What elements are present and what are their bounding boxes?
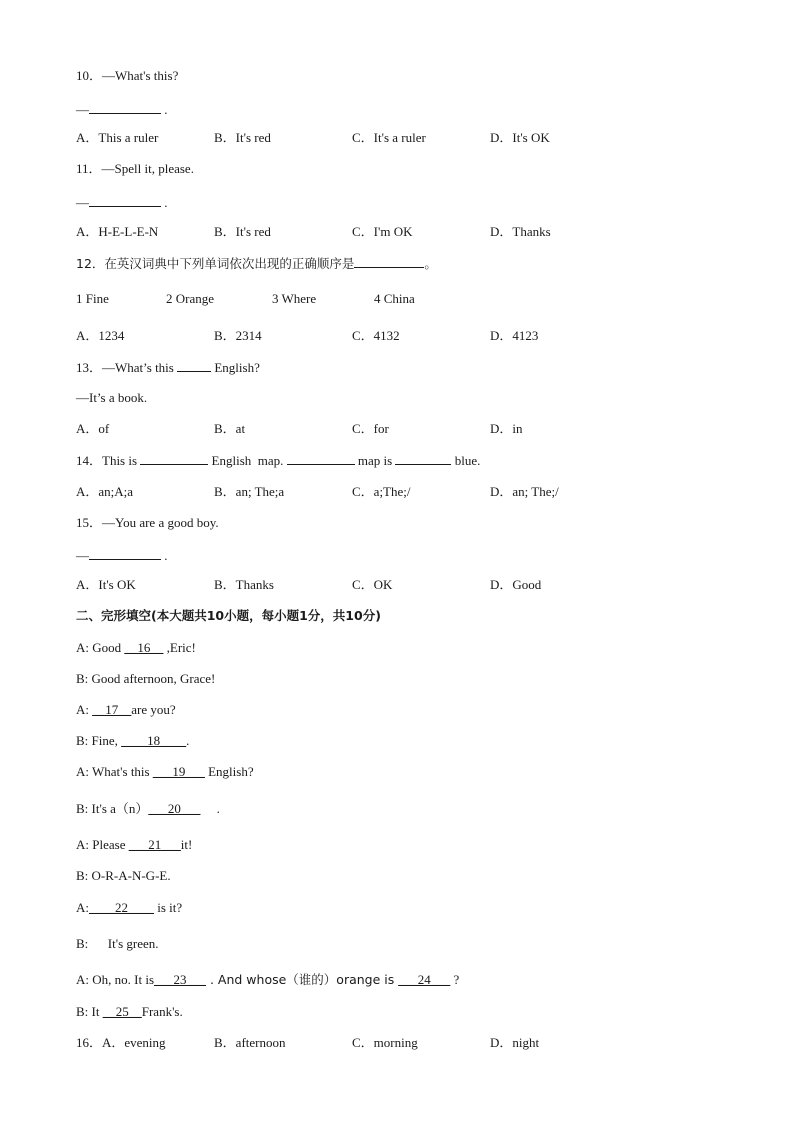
dialogue-3-post: are you? <box>131 702 176 717</box>
q12-option-a: A．1234 <box>76 328 125 343</box>
q15-blank <box>89 547 161 560</box>
q12-word-2: 2 Orange <box>166 291 215 306</box>
dialogue-line-9 <box>76 900 182 916</box>
q11-option-d: D．Thanks <box>490 224 551 239</box>
q13-option-c: C．for <box>352 421 389 436</box>
q13-option-d: D．in <box>490 421 523 436</box>
dialogue-5-post: English? <box>204 764 254 779</box>
q15-option-c: C．OK <box>352 577 393 592</box>
q13-blank <box>177 359 211 372</box>
dialogue-line-3 <box>76 702 176 718</box>
q11-option-b: B．It's red <box>214 224 271 239</box>
q12-option-d: D．4123 <box>490 328 539 343</box>
q15-option-b: B．Thanks <box>214 577 274 592</box>
q12-word-1: 1 Fine <box>76 291 109 306</box>
q10-option-b: B．It's red <box>214 130 271 145</box>
q16-option-a: 16．A．evening <box>76 1035 166 1050</box>
dialogue-9-pre: A: <box>76 900 89 915</box>
q10-stem: 10．—What's this? <box>76 68 179 83</box>
dialogue-11-post: ? <box>450 972 460 987</box>
q16-option-d: D．night <box>490 1035 540 1050</box>
blank-24: ___24___ <box>398 972 451 987</box>
dialogue-7-pre: A: Please <box>76 837 129 852</box>
q12-word-3: 3 Where <box>272 291 317 306</box>
q12-stem-text: 12．在英汉词典中下列单词依次出现的正确顺序是 <box>76 256 355 271</box>
dialogue-line-11 <box>76 972 459 988</box>
dialogue-line-7 <box>76 837 192 853</box>
q14-blank-3 <box>395 452 451 465</box>
blank-17: __17__ <box>92 702 132 717</box>
q14-stem <box>76 452 480 469</box>
q16-option-c: C．morning <box>352 1035 418 1050</box>
q10-blank <box>89 101 161 114</box>
q10-period: . <box>161 102 168 117</box>
dialogue-11-pre: A: Oh, no. It is <box>76 972 154 987</box>
q15-stem: 15．—You are a good boy. <box>76 515 219 530</box>
dialogue-6-pre: B: It's a（n） <box>76 801 149 816</box>
q11-period: . <box>161 195 168 210</box>
q11-blank <box>89 194 161 207</box>
q13-option-b: B．at <box>214 421 246 436</box>
dialogue-line-6 <box>76 801 220 817</box>
dialogue-1-post: ,Eric! <box>163 640 196 655</box>
q13-stem <box>76 359 260 376</box>
dialogue-line-5 <box>76 764 254 780</box>
q12-blank <box>354 255 424 268</box>
blank-16: __16__ <box>124 640 164 655</box>
q14-part-3: map is <box>354 453 396 468</box>
q14-blank-2 <box>287 452 355 465</box>
blank-20: ___20___ <box>148 801 201 816</box>
q14-blank-1 <box>140 452 208 465</box>
blank-25: __25__ <box>102 1004 142 1019</box>
q10-answer-line <box>76 101 168 118</box>
blank-22: ____22____ <box>89 900 154 915</box>
blank-19: ___19___ <box>152 764 205 779</box>
blank-23: ___23___ <box>154 972 206 987</box>
q11-option-a: A．H-E-L-E-N <box>76 224 159 239</box>
q15-option-d: D．Good <box>490 577 542 592</box>
dialogue-5-pre: A: What's this <box>76 764 153 779</box>
section-2-heading: 二、完形填空(本大题共10小题，每小题1分，共10分) <box>76 608 381 623</box>
dialogue-line-12 <box>76 1004 183 1020</box>
q10-option-c: C．It's a ruler <box>352 130 426 145</box>
q14-part-1: 14．This is <box>76 453 141 468</box>
q14-option-d: D．an; The;/ <box>490 484 559 499</box>
dialogue-4-pre: B: Fine, <box>76 733 122 748</box>
q16-option-b: B．afternoon <box>214 1035 286 1050</box>
q11-option-c: C．I'm OK <box>352 224 413 239</box>
q10-dash: — <box>76 102 89 117</box>
q15-option-a: A．It's OK <box>76 577 136 592</box>
q11-answer-line <box>76 194 168 211</box>
q12-stem-end: 。 <box>424 256 437 271</box>
dialogue-12-post: Frank's. <box>141 1004 183 1019</box>
q11-dash: — <box>76 195 89 210</box>
dialogue-6-post: . <box>200 801 220 816</box>
q13-answer: —It’s a book. <box>76 390 148 405</box>
q13-option-a: A．of <box>76 421 110 436</box>
dialogue-12-pre: B: It <box>76 1004 103 1019</box>
q13-stem-post: English? <box>211 360 260 375</box>
dialogue-9-post: is it? <box>154 900 183 915</box>
q11-stem: 11．—Spell it, please. <box>76 161 194 176</box>
q14-option-b: B．an; The;a <box>214 484 285 499</box>
dialogue-line-2: B: Good afternoon, Grace! <box>76 671 216 686</box>
q10-option-d: D．It's OK <box>490 130 550 145</box>
q14-option-a: A．an;A;a <box>76 484 134 499</box>
blank-21: ___21___ <box>128 837 181 852</box>
q13-stem-pre: 13．—What’s this <box>76 360 178 375</box>
dialogue-7-post: it! <box>180 837 193 852</box>
q14-part-4: blue. <box>451 453 481 468</box>
dialogue-line-4 <box>76 733 189 749</box>
dialogue-1-pre: A: Good <box>76 640 125 655</box>
q12-stem <box>76 255 437 272</box>
dialogue-line-8: B: O-R-A-N-G-E. <box>76 868 171 883</box>
q15-answer-line <box>76 547 168 564</box>
q15-dash: — <box>76 548 89 563</box>
dialogue-line-10: B: It's green. <box>76 936 159 951</box>
q14-option-c: C．a;The;/ <box>352 484 411 499</box>
q12-word-4: 4 China <box>374 291 415 306</box>
q10-option-a: A．This a ruler <box>76 130 159 145</box>
q15-period: . <box>161 548 168 563</box>
dialogue-11-mid: . And whose（谁的）orange is <box>206 972 399 987</box>
dialogue-4-post: . <box>186 733 190 748</box>
dialogue-line-1 <box>76 640 196 656</box>
q14-part-2: English map. <box>208 453 287 468</box>
blank-18: ____18____ <box>121 733 187 748</box>
q12-option-c: C．4132 <box>352 328 400 343</box>
dialogue-3-pre: A: <box>76 702 93 717</box>
q12-option-b: B．2314 <box>214 328 262 343</box>
